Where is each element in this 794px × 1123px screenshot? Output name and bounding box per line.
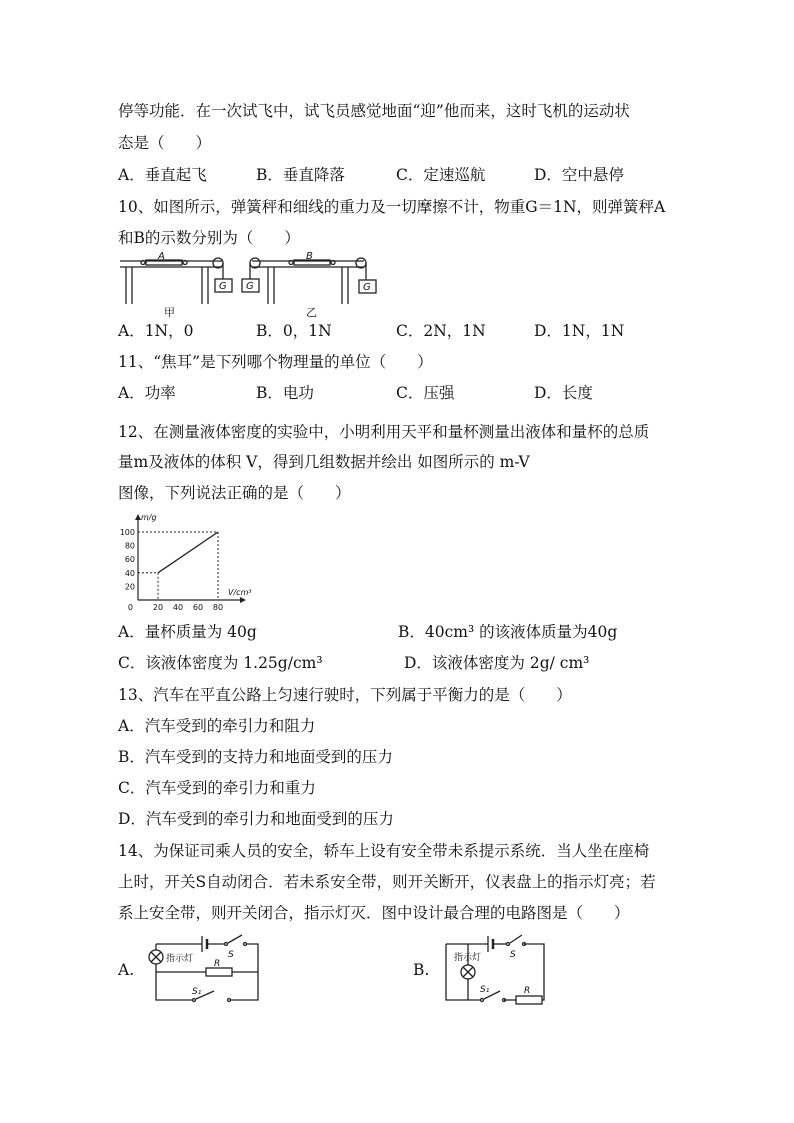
q9-stem-line1: 停等功能．在一次试飞中，试飞员感觉地面“迎”他而来，这时飞机的运动状	[118, 102, 630, 120]
q12-stem-line1: 12、在测量液体密度的实验中，小明利用天平和量杯测量出液体和量杯的总质	[118, 423, 650, 441]
y-tick-label: 40	[124, 568, 135, 578]
q14-stem-line2: 上时，开关S自动闭合．若未系安全带，则开关断开，仪表盘上的指示灯亮；若	[118, 873, 656, 891]
q13-option-c[interactable]: C．汽车受到的牵引力和重力	[118, 779, 316, 797]
q14-stem-line3: 系上安全带，则开关闭合，指示灯灭．图中设计最合理的电路图是（ ）	[118, 904, 630, 922]
q9-option-a[interactable]: A．垂直起飞	[118, 166, 207, 184]
x-tick-label: 20	[152, 603, 164, 612]
guide-end	[138, 532, 218, 600]
y-tick-label: 100	[119, 528, 135, 537]
q14-b-lamp-label: 指示灯	[454, 953, 482, 963]
q13-option-a[interactable]: A．汽车受到的牵引力和阻力	[118, 717, 316, 735]
q14-circuit-a-label[interactable]: A.	[118, 961, 135, 979]
q10-option-d[interactable]: D．1N，1N	[534, 322, 625, 340]
q14-stem-line1: 14、为保证司乘人员的安全，轿车上设有安全带未系提示系统．当人坐在座椅	[118, 842, 650, 860]
q10-label-a: A	[158, 251, 165, 262]
q12-stem-line3: 图像，下列说法正确的是（ ）	[118, 484, 351, 502]
q9-option-c[interactable]: C．定速巡航	[396, 166, 486, 184]
q14-a-resistor-r: R	[214, 959, 221, 969]
x-axis-arrow	[240, 597, 246, 603]
q10-spring-scale-figure	[118, 252, 388, 318]
guide-start	[138, 573, 158, 600]
q14-b-resistor-r: R	[524, 986, 531, 996]
q12-option-d[interactable]: D．该液体密度为 2g/ cm³	[404, 654, 590, 672]
y-tick-label: 80	[124, 541, 135, 551]
q13-option-b[interactable]: B．汽车受到的支持力和地面受到的压力	[118, 748, 393, 766]
q10-label-b: B	[306, 251, 313, 262]
q12-option-b[interactable]: B．40cm³ 的该液体质量为40g	[398, 623, 618, 641]
y-tick-label: 20	[124, 582, 135, 592]
y-tick-label: 60	[124, 555, 135, 565]
q14-b-switch-s: S	[510, 950, 516, 960]
q10-option-a[interactable]: A．1N，0	[118, 322, 194, 340]
q10-option-c[interactable]: C．2N，1N	[396, 322, 486, 340]
q14-circuit-b[interactable]	[440, 930, 550, 1006]
x-tick-label: 0	[127, 603, 133, 612]
q10-caption-jia: 甲	[164, 306, 175, 319]
q10-stem-line2: 和B的示数分别为（ ）	[118, 229, 300, 247]
q11-stem: 11、“焦耳”是下列哪个物理量的单位（ ）	[118, 353, 433, 371]
q11-option-d[interactable]: D．长度	[534, 384, 593, 402]
x-axis-label: V/cm³	[228, 588, 252, 597]
q13-stem: 13、汽车在平直公路上匀速行驶时，下列属于平衡力的是（ ）	[118, 686, 572, 704]
q12-option-c[interactable]: C．该液体密度为 1.25g/cm³	[118, 654, 323, 672]
q10-weight-mid: G	[246, 281, 254, 292]
q9-option-b[interactable]: B．垂直降落	[256, 166, 345, 184]
series-line	[158, 532, 218, 573]
q10-caption-yi: 乙	[306, 306, 317, 319]
x-tick-label: 80	[212, 603, 224, 612]
q12-mv-chart	[118, 512, 278, 612]
q12-stem-line2: 量m及液体的体积 V，得到几组数据并绘出 如图所示的 m-V	[118, 453, 530, 471]
q13-option-d[interactable]: D．汽车受到的牵引力和地面受到的压力	[118, 810, 394, 828]
q14-a-lamp-label: 指示灯	[166, 954, 194, 964]
q14-a-switch-s: S	[228, 950, 234, 960]
q11-option-b[interactable]: B．电功	[256, 384, 314, 402]
x-tick-label: 40	[172, 603, 184, 612]
y-axis-label: m/g	[141, 513, 157, 522]
q10-option-b[interactable]: B．0，1N	[256, 322, 332, 340]
q10-weight-right: G	[363, 282, 371, 293]
q10-weight-left: G	[219, 281, 227, 292]
q14-circuit-a[interactable]	[142, 930, 262, 1006]
q12-option-a[interactable]: A．量杯质量为 40g	[118, 623, 257, 641]
q14-circuit-b-label[interactable]: B.	[413, 961, 430, 979]
q10-stem-line1: 10、如图所示，弹簧秤和细线的重力及一切摩擦不计，物重G＝1N，则弹簧秤A	[118, 198, 666, 216]
q14-a-switch-s1: S₁	[192, 987, 202, 997]
q11-option-a[interactable]: A．功率	[118, 384, 176, 402]
x-tick-label: 60	[192, 603, 204, 612]
q14-b-switch-s1: S₁	[480, 985, 490, 995]
q11-option-c[interactable]: C．压强	[396, 384, 455, 402]
q9-option-d[interactable]: D．空中悬停	[534, 166, 624, 184]
q9-stem-line2: 态是（ ）	[118, 134, 212, 152]
